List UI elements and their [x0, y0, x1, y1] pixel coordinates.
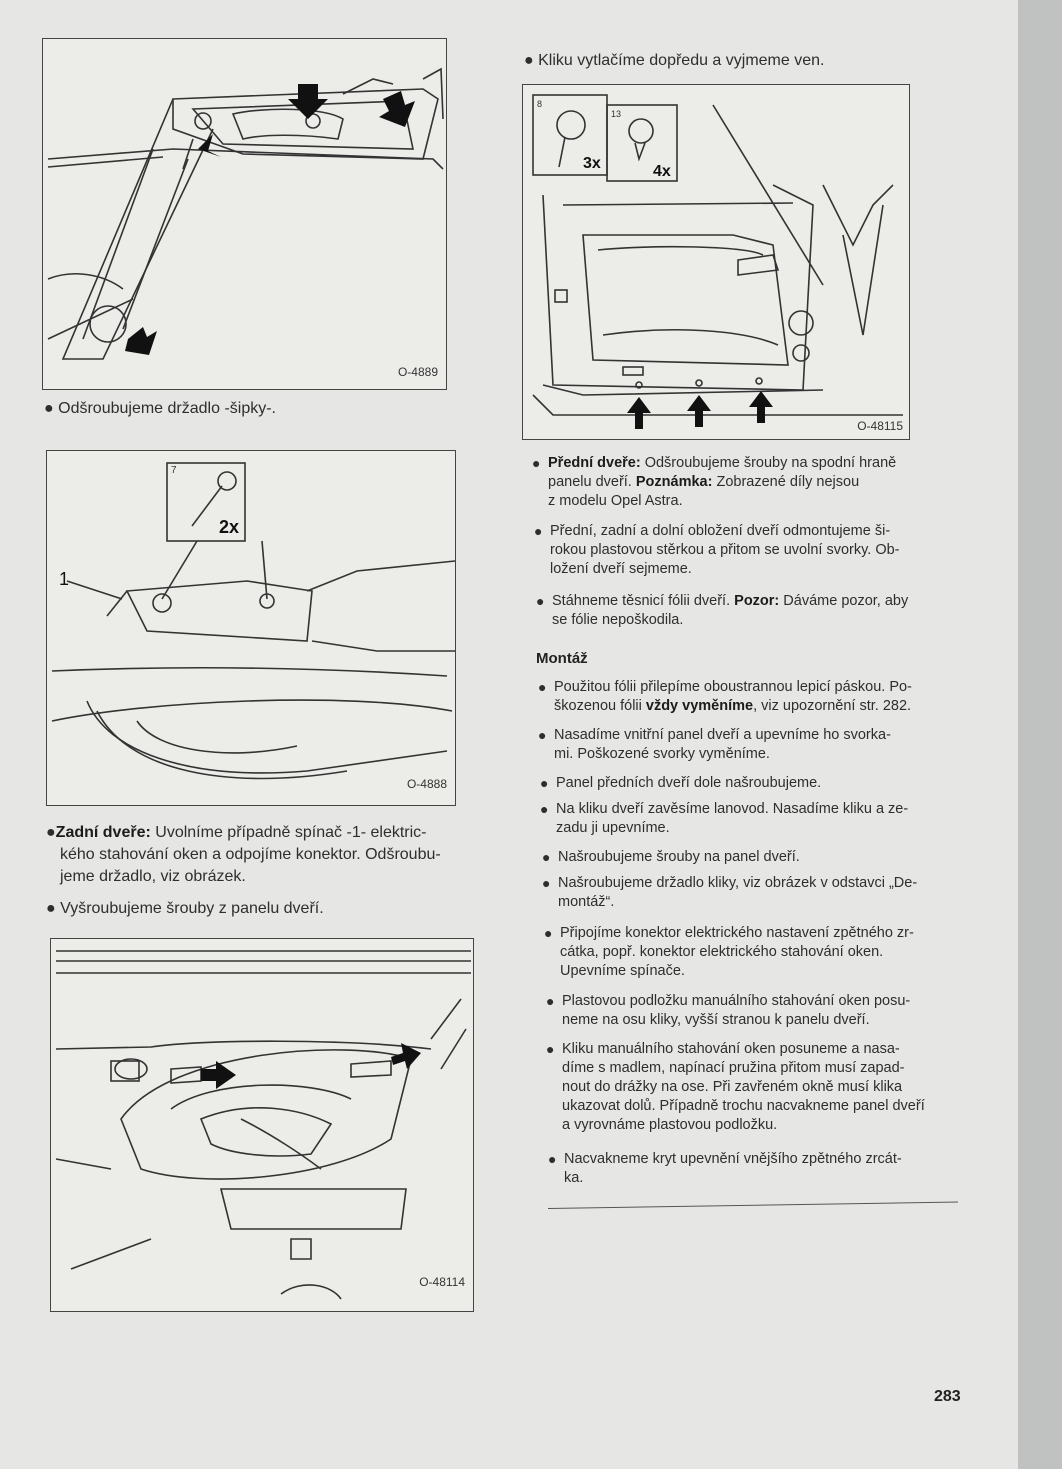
- bullet-icon: ●: [46, 824, 56, 841]
- figure-handle-panel: [50, 938, 474, 1312]
- part-label: 1: [59, 569, 70, 589]
- bullet-icon: ●: [46, 900, 56, 917]
- list-item: ● Přední, zadní a dolní obložení dveří odmontujeme ši- rokou plastovou stěrkou a přitom se uvolní svorky. Ob- ložení dveří sejmeme.: [534, 523, 900, 577]
- list-item: ● Nacvakneme kryt upevnění vnějšího zpětného zrcát- ka.: [548, 1151, 902, 1186]
- list-item: ● Plastovou podložku manuálního stahování oken posu- neme na osu kliky, vyšší stranou k panelu dveří.: [546, 993, 911, 1028]
- list-item: ● Panel předních dveří dole našroubujeme.: [540, 775, 822, 791]
- illustration-switch-screws: [47, 451, 456, 806]
- list-item: ● Kliku manuálního stahování oken posuneme a nasa- díme s madlem, napínací pružina přitom musí zapad- nout do drážky na ose. Při zavřeném okně musí klika ukazovat dolů. Případně trochu nacvakneme panel dveří a vyrovnáme plastovou podložku.: [546, 1041, 925, 1133]
- quantity-label: 4x: [653, 163, 671, 180]
- list-item: ● Našroubujeme držadlo kliky, viz obrázek v odstavci „De- montáž“.: [542, 875, 918, 910]
- bullet-icon: ●: [546, 1041, 555, 1057]
- binding-gutter: [1018, 0, 1062, 1469]
- callout-number: 8: [537, 99, 543, 109]
- section-heading: Montáž: [536, 650, 588, 667]
- bullet-icon: ●: [532, 455, 541, 471]
- list-item: ● Přední dveře: Odšroubujeme šrouby na spodní hraně panelu dveří. Poznámka: Zobrazené díly nejsou z modelu Opel Astra.: [532, 455, 897, 509]
- figure-code: O-48115: [857, 419, 903, 433]
- bullet-icon: ●: [540, 801, 549, 817]
- figure-code: O-4888: [406, 777, 447, 791]
- list-item: ● Použitou fólii přilepíme oboustrannou lepicí páskou. Po- škozenou fólii vždy vyměníme, viz upozornění str. 282.: [538, 679, 912, 714]
- list-item: ● Stáhneme těsnicí fólii dveří. Pozor: Dáváme pozor, aby se fólie nepoškodila.: [536, 593, 909, 628]
- list-item: ● Našroubujeme šrouby na panel dveří.: [542, 849, 800, 865]
- bullet-icon: ●: [542, 875, 551, 891]
- figure-front-door-panel: [522, 84, 910, 440]
- section-divider: [548, 1202, 958, 1209]
- callout-number: 7: [171, 465, 177, 476]
- paragraph-rear-door: ●Zadní dveře: Uvolníme případně spínač -1- elektric- kého stahování oken a odpojíme konektor. Odšroubu- jeme držadlo, viz obrázek.: [46, 824, 441, 885]
- bullet-icon: ●: [548, 1151, 557, 1167]
- bullet-icon: ●: [546, 993, 555, 1009]
- bullet-icon: ●: [544, 925, 553, 941]
- list-item: ● Připojíme konektor elektrického nastavení zpětného zr- cátka, popř. konektor elektrického stahování oken. Upevníme spínače.: [544, 925, 914, 979]
- bullet-icon: ●: [44, 400, 54, 417]
- list-item: ● Nasadíme vnitřní panel dveří a upevníme ho svorka- mi. Poškozené svorky vyměníme.: [538, 727, 891, 762]
- bullet-icon: ●: [534, 523, 543, 539]
- figure-code: O-48114: [419, 1275, 465, 1289]
- illustration-handle-arrows: [51, 939, 474, 1312]
- bullet-icon: ●: [540, 775, 549, 791]
- figure-door-handle-arrows: [42, 38, 447, 390]
- quantity-label: 2x: [219, 517, 240, 537]
- quantity-label: 3x: [583, 155, 601, 172]
- callout-number: 13: [611, 109, 622, 119]
- caption-unscrew-panel: ● Vyšroubujeme šrouby z panelu dveří.: [46, 900, 324, 917]
- caption-unscrew-handle: ● Odšroubujeme držadlo -šipky-.: [44, 400, 276, 417]
- bullet-icon: ●: [536, 593, 545, 609]
- page-number: 283: [934, 1388, 961, 1405]
- caption-pull-handle: ● Kliku vytlačíme dopředu a vyjmeme ven.: [524, 52, 825, 69]
- bullet-icon: ●: [538, 679, 547, 695]
- illustration-front-door: [523, 85, 910, 440]
- figure-rear-door-switch: [46, 450, 456, 806]
- figure-code: O-4889: [397, 365, 438, 379]
- bullet-icon: ●: [542, 849, 551, 865]
- bullet-icon: ●: [524, 52, 534, 69]
- illustration-door-trim: [43, 39, 447, 390]
- list-item: ● Na kliku dveří zavěsíme lanovod. Nasadíme kliku a ze- zadu ji upevníme.: [540, 801, 909, 836]
- bullet-icon: ●: [538, 727, 547, 743]
